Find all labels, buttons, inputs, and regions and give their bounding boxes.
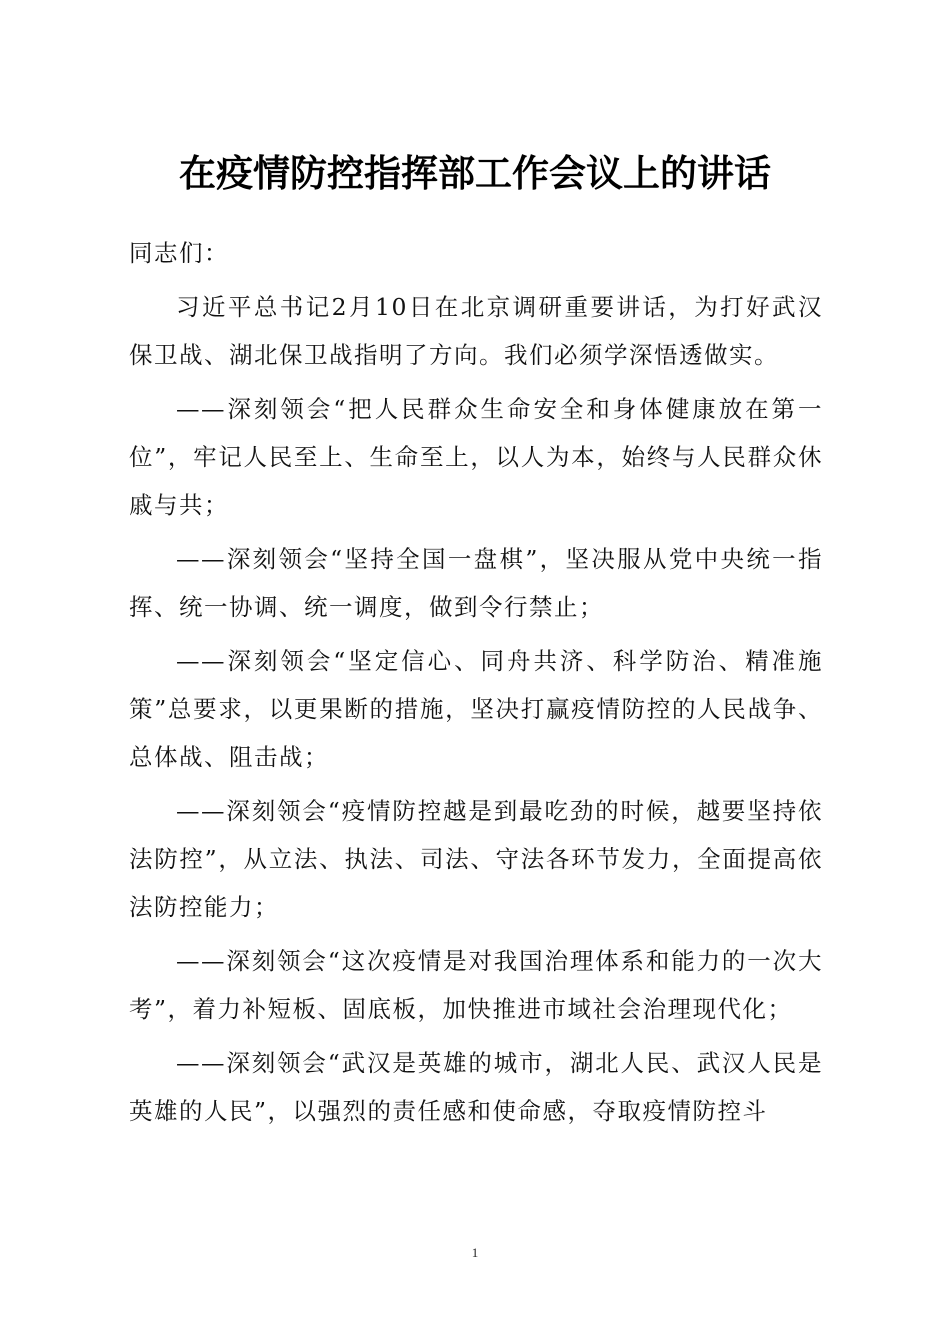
paragraph-point-4: ——深刻领会“疫情防控越是到最吃劲的时候，越要坚持依法防控”，从立法、执法、司法、守法各环节发力，全面提高依法防控能力； <box>129 797 823 921</box>
salutation: 同志们： <box>129 239 229 267</box>
paragraph-point-3: ——深刻领会“坚定信心、同舟共济、科学防治、精准施策”总要求，以更果断的措施，坚决打赢疫情防控的人民战争、总体战、阻击战； <box>129 647 823 771</box>
paragraph-point-6: ——深刻领会“武汉是英雄的城市，湖北人民、武汉人民是英雄的人民”，以强烈的责任感和使命感，夺取疫情防控斗 <box>129 1049 823 1125</box>
paragraph-point-1: ——深刻领会“把人民群众生命安全和身体健康放在第一位”，牢记人民至上、生命至上，以人为本，始终与人民群众休戚与共； <box>129 395 823 519</box>
document-body <box>129 229 823 1141</box>
page-number: 1 <box>471 1245 479 1260</box>
paragraph-point-2: ——深刻领会“坚持全国一盘棋”，坚决服从党中央统一指挥、统一协调、统一调度，做到令行禁止； <box>129 545 823 621</box>
paragraph-point-5: ——深刻领会“这次疫情是对我国治理体系和能力的一次大考”，着力补短板、固底板，加快推进市域社会治理现代化； <box>129 947 823 1023</box>
paragraph-intro: 习近平总书记2月10日在北京调研重要讲话，为打好武汉保卫战、湖北保卫战指明了方向。我们必须学深悟透做实。 <box>129 293 823 369</box>
document-title: 在疫情防控指挥部工作会议上的讲话 <box>179 151 771 195</box>
